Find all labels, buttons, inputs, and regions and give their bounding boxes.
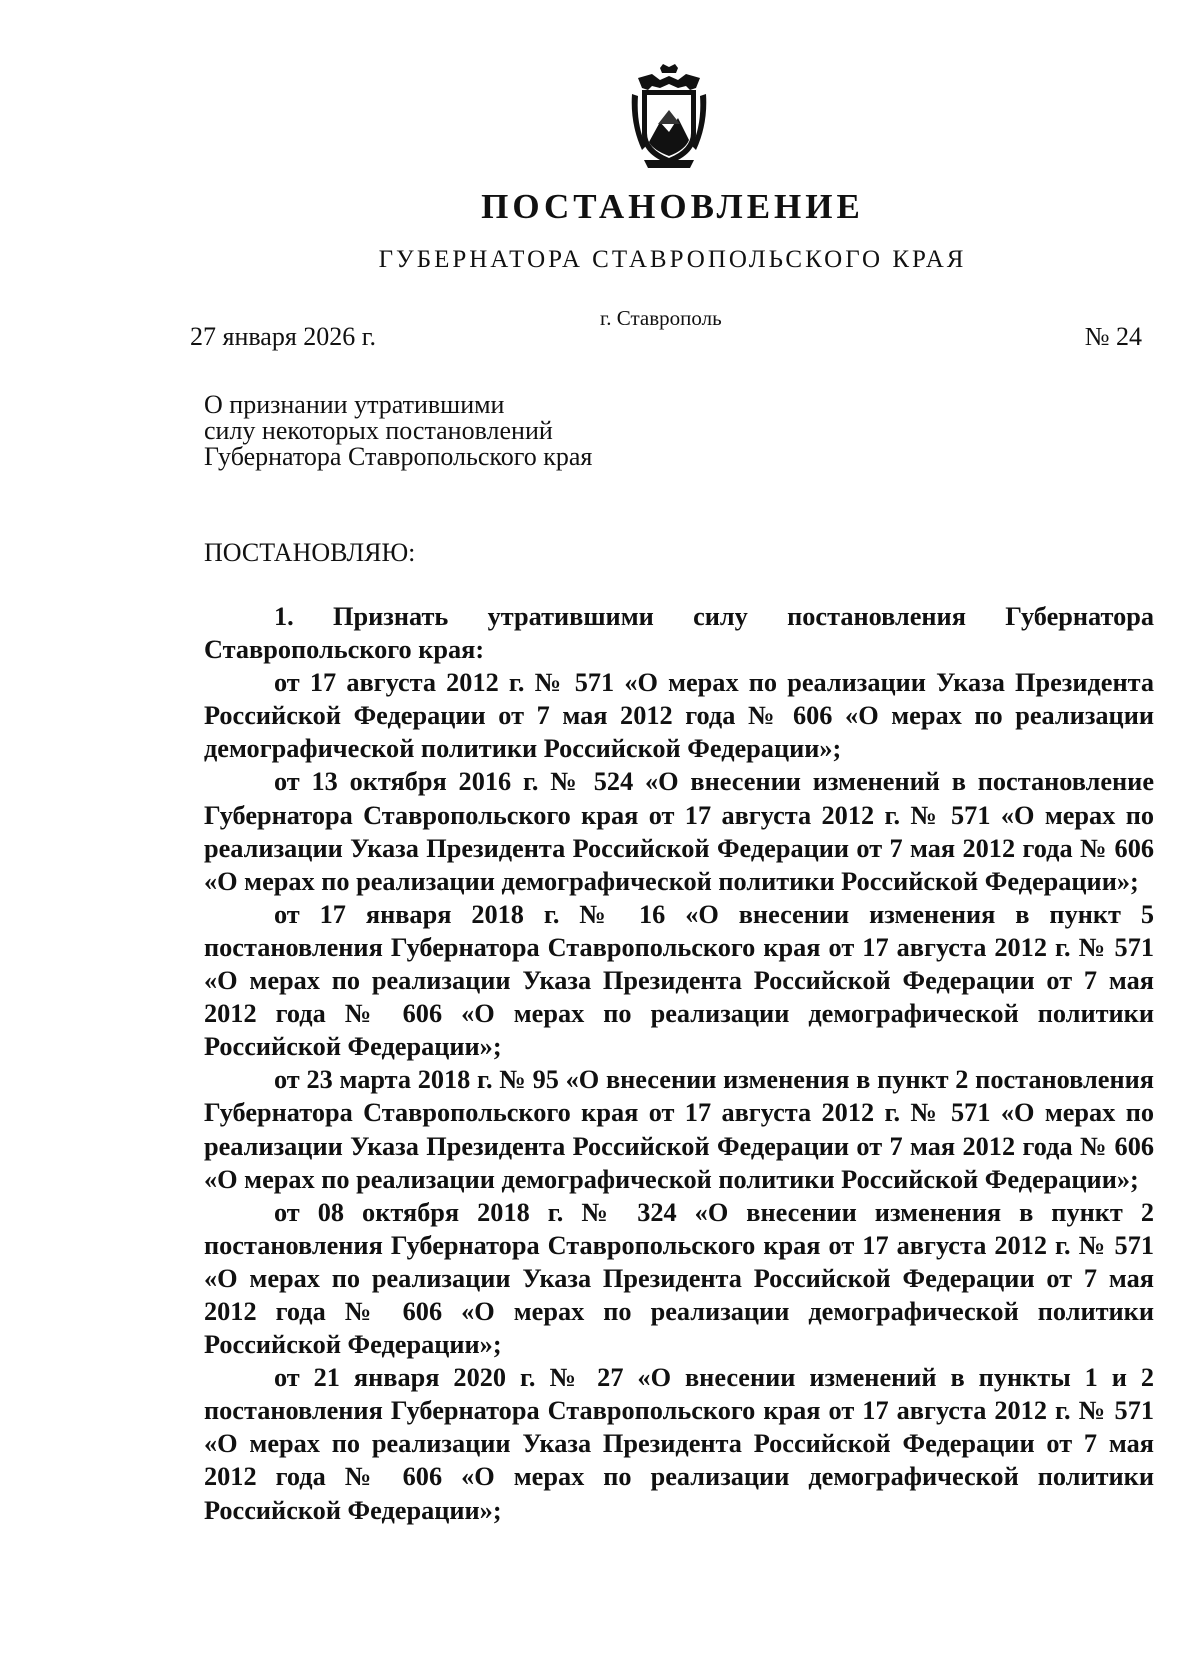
document-city: г. Ставрополь — [600, 306, 722, 330]
subject-line: О признании утратившими — [204, 390, 505, 419]
body-paragraph: от 17 января 2018 г. № 16 «О внесении изменения в пункт 5 постановления Губернатора Ставропольского края от 17 августа 2012 г. № 571 «О мерах по реализации Указа Президента Российской Федерации от 7 мая 2012 года № 606 «О мерах по реализации демографической политики Российской Федерации»; — [204, 899, 1154, 1062]
document-subject — [204, 392, 592, 470]
document-body — [204, 600, 1154, 1527]
document-issuer: ГУБЕРНАТОРА СТАВРОПОЛЬСКОГО КРАЯ — [378, 246, 967, 273]
body-paragraph: от 13 октября 2016 г. № 524 «О внесении изменений в постановление Губернатора Ставропольского края от 17 августа 2012 г. № 571 «О мерах по реализации Указа Президента Российской Федерации от 7 мая 2012 года № 606 «О мерах по реализации демографической политики Российской Федерации»; — [204, 767, 1154, 896]
document-type-title: ПОСТАНОВЛЕНИЕ — [481, 187, 864, 226]
coat-of-arms-icon — [630, 64, 708, 168]
resolve-label: ПОСТАНОВЛЯЮ: — [204, 538, 416, 567]
document-number: № 24 — [1084, 322, 1142, 351]
body-paragraph: 1. Признать утратившими силу постановления Губернатора Ставропольского края: — [204, 602, 1154, 665]
subject-line: Губернатора Ставропольского края — [204, 442, 593, 471]
body-paragraph: от 23 марта 2018 г. № 95 «О внесении изменения в пункт 2 постановления Губернатора Ставропольского края от 17 августа 2012 г. № 571 «О мерах по реализации Указа Президента Российской Федерации от 7 мая 2012 года № 606 «О мерах по реализации демографической политики Российской Федерации»; — [204, 1065, 1154, 1194]
body-paragraph: от 17 августа 2012 г. № 571 «О мерах по реализации Указа Президента Российской Федерации от 7 мая 2012 года № 606 «О мерах по реализации демографической политики Российской Федерации»; — [204, 668, 1154, 764]
document-date: 27 января 2026 г. — [190, 322, 377, 351]
body-paragraph: от 08 октября 2018 г. № 324 «О внесении изменения в пункт 2 постановления Губернатора Ставропольского края от 17 августа 2012 г. № 571 «О мерах по реализации Указа Президента Российской Федерации от 7 мая 2012 года № 606 «О мерах по реализации демографической политики Российской Федерации»; — [204, 1197, 1154, 1360]
subject-line: силу некоторых постановлений — [204, 416, 553, 445]
body-paragraph: от 21 января 2020 г. № 27 «О внесении изменений в пункты 1 и 2 постановления Губернатора Ставропольского края от 17 августа 2012 г. № 571 «О мерах по реализации Указа Президента Российской Федерации от 7 мая 2012 года № 606 «О мерах по реализации демографической политики Российской Федерации»; — [204, 1363, 1154, 1525]
